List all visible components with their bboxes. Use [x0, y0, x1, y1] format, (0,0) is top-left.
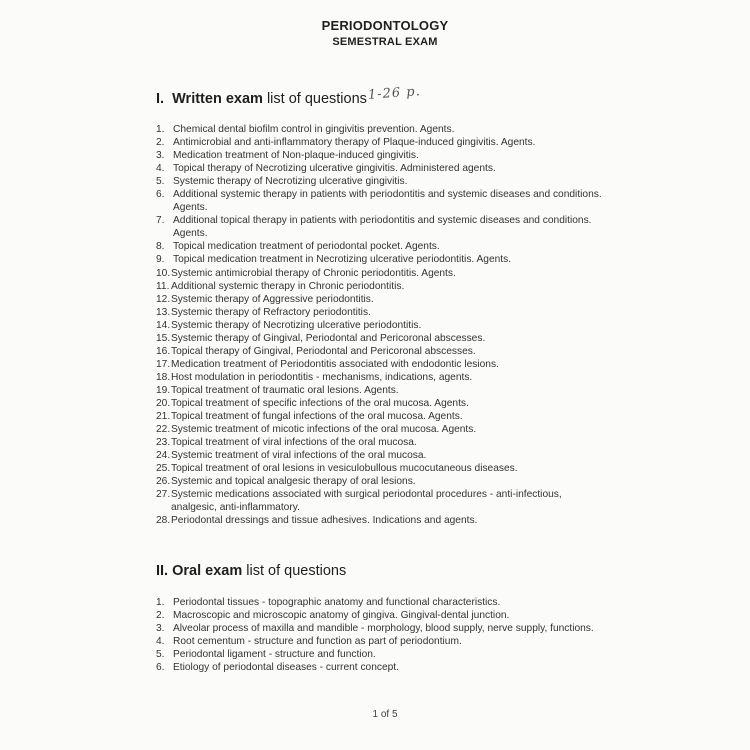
list-item — [156, 267, 606, 280]
item-text: Macroscopic and microscopic anatomy of gingiva. Gingival-dental junction. — [173, 610, 510, 622]
item-text: Systemic treatment of micotic infections of the oral mucosa. Agents. — [171, 424, 477, 436]
item-number: 11. — [156, 280, 170, 292]
item-number: 8. — [156, 241, 165, 253]
item-text: Systemic therapy of Necrotizing ulcerative periodontitis. — [171, 319, 422, 331]
item-number: 5. — [156, 176, 165, 188]
item-number: 23. — [156, 437, 171, 449]
section-title-rest: list of questions — [246, 563, 347, 579]
item-number: 4. — [156, 636, 165, 648]
section-number: II. — [156, 563, 169, 579]
item-text: Periodontal ligament - structure and function. — [173, 649, 376, 661]
item-text: Topical therapy of Gingival, Periodontal and Pericoronal abscesses. — [171, 345, 476, 357]
item-number: 6. — [156, 189, 165, 201]
item-text: Topical treatment of fungal infections of the oral mucosa. Agents. — [171, 411, 463, 423]
item-number: 22. — [156, 424, 171, 436]
item-number: 2. — [156, 610, 165, 622]
item-text: Periodontal tissues - topographic anatomy and functional characteristics. — [173, 597, 501, 608]
item-text: Additional topical therapy in patients with periodontitis and systemic diseases and conditions. Agents. — [173, 215, 592, 240]
list-item — [156, 596, 596, 609]
list-item — [156, 175, 606, 188]
item-number: 10. — [156, 267, 171, 279]
list-item — [156, 253, 606, 266]
item-number: 7. — [156, 215, 165, 227]
page-number: 1 of 5 — [372, 709, 398, 720]
item-number: 5. — [156, 649, 165, 661]
item-text: Systemic medications associated with surgical periodontal procedures - anti-infectious, analgesic, anti-inflammatory. — [171, 489, 562, 514]
item-text: Etiology of periodontal diseases - current concept. — [173, 662, 399, 674]
list-item — [156, 149, 606, 162]
list-item — [156, 123, 606, 136]
list-item — [156, 635, 596, 648]
list-item — [156, 240, 606, 253]
item-text: Topical treatment of oral lesions in vesiculobullous mucocutaneous diseases. — [171, 463, 518, 475]
item-number: 19. — [156, 384, 171, 396]
item-number: 1. — [156, 124, 165, 135]
item-text: Topical treatment of viral infections of the oral mucosa. — [171, 437, 417, 449]
oral-questions-list — [156, 596, 596, 674]
list-item — [156, 280, 606, 293]
item-text: Systemic therapy of Refractory periodontitis. — [171, 306, 371, 318]
item-text: Systemic antimicrobial therapy of Chronic periodontitis. Agents. — [171, 267, 456, 279]
section-number: I. — [156, 91, 165, 107]
list-item — [156, 475, 606, 488]
item-number: 27. — [156, 489, 171, 501]
item-number: 24. — [156, 450, 171, 462]
item-text: Additional systemic therapy in Chronic periodontitis. — [171, 280, 405, 292]
list-item — [156, 661, 596, 674]
list-item — [156, 410, 606, 423]
list-item — [156, 423, 606, 436]
list-item — [156, 488, 606, 514]
item-number: 17. — [156, 358, 171, 370]
item-text: Systemic treatment of viral infections of the oral mucosa. — [171, 450, 427, 462]
item-number: 2. — [156, 137, 165, 149]
item-text: Systemic and topical analgesic therapy of oral lesions. — [171, 476, 416, 488]
list-item — [156, 306, 606, 319]
list-item — [156, 622, 596, 635]
list-item — [156, 462, 606, 475]
item-text: Topical medication treatment of periodontal pocket. Agents. — [173, 241, 440, 253]
item-number: 1. — [156, 597, 165, 608]
list-item — [156, 397, 606, 410]
item-number: 28. — [156, 515, 171, 527]
list-item — [156, 514, 606, 527]
list-item — [156, 332, 606, 345]
item-text: Topical treatment of specific infections of the oral mucosa. Agents. — [171, 397, 469, 409]
item-text: Systemic therapy of Aggressive periodontitis. — [171, 293, 374, 305]
item-number: 16. — [156, 345, 171, 357]
item-number: 21. — [156, 411, 171, 423]
item-text: Topical medication treatment in Necrotizing ulcerative periodontitis. Agents. — [173, 254, 512, 266]
written-questions-list — [156, 123, 606, 527]
item-text: Topical therapy of Necrotizing ulcerative gingivitis. Administered agents. — [173, 163, 496, 175]
item-number: 9. — [156, 254, 165, 266]
item-number: 3. — [156, 150, 165, 162]
document-subtitle: SEMESTRAL EXAM — [332, 36, 438, 48]
item-text: Systemic therapy of Necrotizing ulcerative gingivitis. — [173, 176, 408, 188]
item-text: Medication treatment of Non-plaque-induced gingivitis. — [173, 150, 419, 162]
document-title: PERIODONTOLOGY — [321, 18, 449, 33]
item-text: Periodontal dressings and tissue adhesives. Indications and agents. — [171, 515, 478, 527]
section-title-rest: list of questions — [266, 91, 367, 107]
item-number: 26. — [156, 476, 171, 488]
item-text: Additional systemic therapy in patients with periodontitis and systemic diseases and conditions. Agents. — [173, 189, 602, 214]
list-item — [156, 609, 596, 622]
list-item — [156, 345, 606, 358]
section-heading-written — [156, 91, 367, 107]
list-item — [156, 371, 606, 384]
section-title-bold: Written exam — [172, 91, 263, 107]
list-item — [156, 214, 606, 240]
section-title-bold: Oral exam — [172, 563, 243, 579]
item-text: Medication treatment of Periodontitis associated with endodontic lesions. — [171, 358, 499, 370]
item-text: Alveolar process of maxilla and mandible - morphology, blood supply, nerve supply, functions. — [173, 623, 594, 635]
item-number: 4. — [156, 163, 165, 175]
item-number: 18. — [156, 371, 171, 383]
list-item — [156, 136, 606, 149]
item-text: Chemical dental biofilm control in gingivitis prevention. Agents. — [173, 124, 455, 135]
item-text: Topical treatment of traumatic oral lesions. Agents. — [171, 384, 399, 396]
list-item — [156, 384, 606, 397]
list-item — [156, 449, 606, 462]
item-text: Systemic therapy of Gingival, Periodontal and Pericoronal abscesses. — [171, 332, 486, 344]
item-text: Root cementum - structure and function as part of periodontium. — [173, 636, 462, 648]
item-number: 14. — [156, 319, 171, 331]
item-number: 3. — [156, 623, 165, 635]
item-text: Antimicrobial and anti-inflammatory therapy of Plaque-induced gingivitis. Agents. — [173, 137, 536, 149]
handwritten-note: 1-26 p. — [367, 84, 422, 103]
list-item — [156, 188, 606, 214]
list-item — [156, 648, 596, 661]
item-number: 15. — [156, 332, 171, 344]
item-number: 6. — [156, 662, 165, 674]
list-item — [156, 162, 606, 175]
item-number: 13. — [156, 306, 171, 318]
list-item — [156, 319, 606, 332]
list-item — [156, 358, 606, 371]
item-number: 20. — [156, 397, 171, 409]
list-item — [156, 293, 606, 306]
item-text: Host modulation in periodontitis - mechanisms, indications, agents. — [171, 371, 473, 383]
item-number: 12. — [156, 293, 171, 305]
item-number: 25. — [156, 463, 171, 475]
list-item — [156, 436, 606, 449]
section-heading-oral — [156, 563, 346, 579]
